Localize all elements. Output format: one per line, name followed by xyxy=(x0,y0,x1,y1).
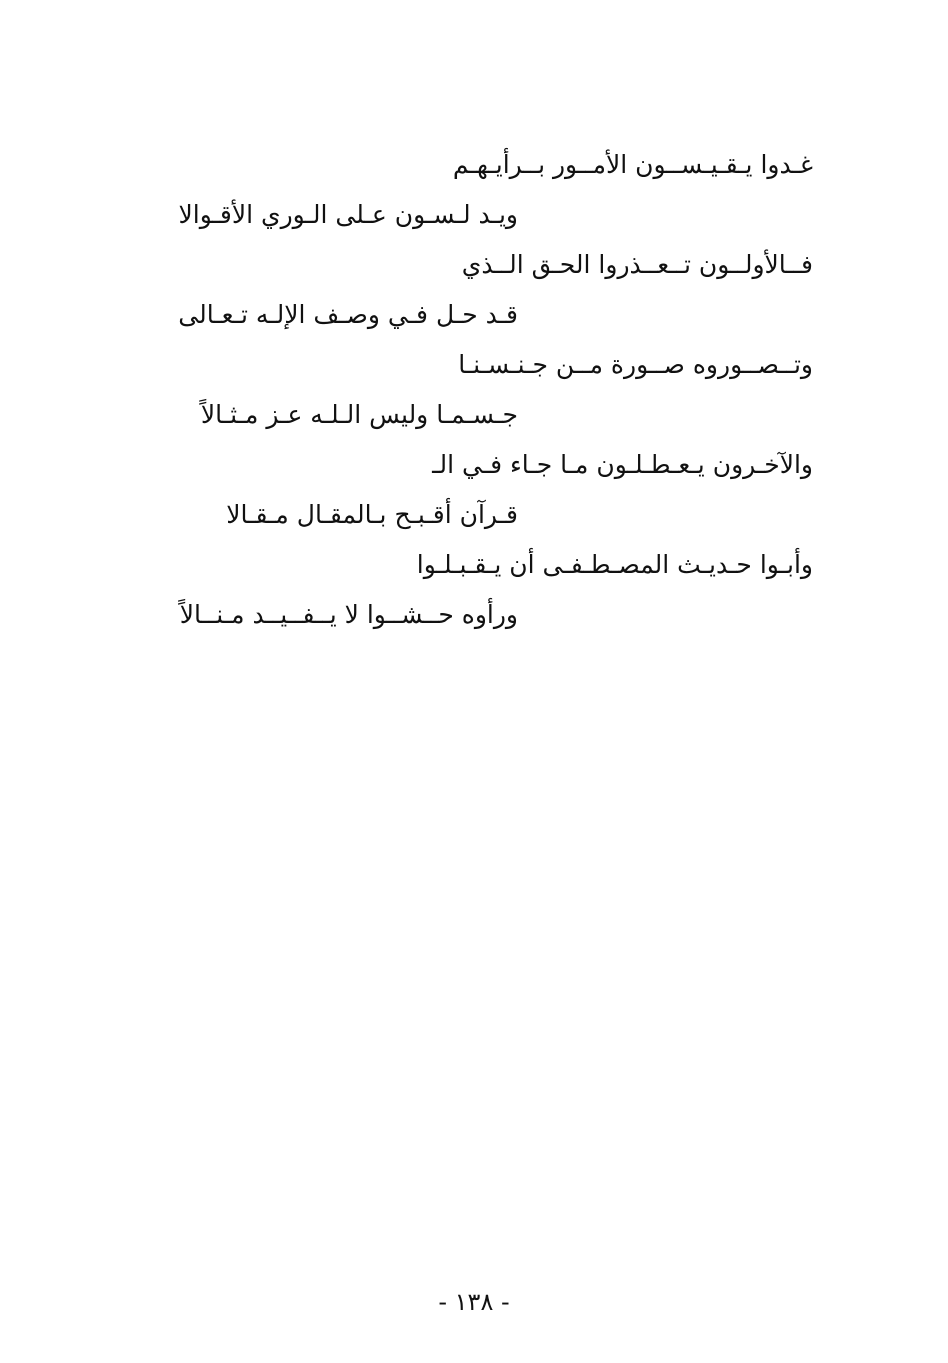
verse-text: قـد حـل فـي وصـف الإلـه تـعـالى xyxy=(178,300,518,329)
verse-line xyxy=(0,390,948,440)
verse-line xyxy=(0,340,948,390)
poem-body xyxy=(0,140,948,640)
verse-line xyxy=(0,440,948,490)
verse-text: وتــصــوروه صــورة مــن جـنـسـنـا xyxy=(458,350,813,379)
page-number: - ١٣٨ - xyxy=(438,1288,510,1316)
verse-line xyxy=(0,190,948,240)
verse-line xyxy=(0,290,948,340)
verse-text: قـرآن أقـبـح بـالمقـال مـقـالا xyxy=(226,500,518,529)
verse-text: ويـد لـسـون عـلى الـوري الأقـوالا xyxy=(178,200,518,229)
verse-text: وأبـوا حـديـث المصـطـفـى أن يـقـبـلـوا xyxy=(416,550,813,579)
verse-line xyxy=(0,240,948,290)
verse-text: فــالأولــون تــعــذروا الحـق الــذي xyxy=(461,250,813,279)
verse-text: والآخـرون يـعـطـلـون مـا جـاء فـي الـ xyxy=(432,450,813,479)
verse-line xyxy=(0,490,948,540)
verse-text: جـسـمـا وليس الـلـه عـز مـثـالاً xyxy=(200,400,518,429)
verse-line xyxy=(0,590,948,640)
verse-line xyxy=(0,540,948,590)
verse-text: ورأوه حــشــوا لا يــفــيــد مـنــالاً xyxy=(179,600,518,629)
verse-text: غـدوا يـقـيـســون الأمــور بــرأيـهـم xyxy=(452,150,813,179)
verse-line xyxy=(0,140,948,190)
